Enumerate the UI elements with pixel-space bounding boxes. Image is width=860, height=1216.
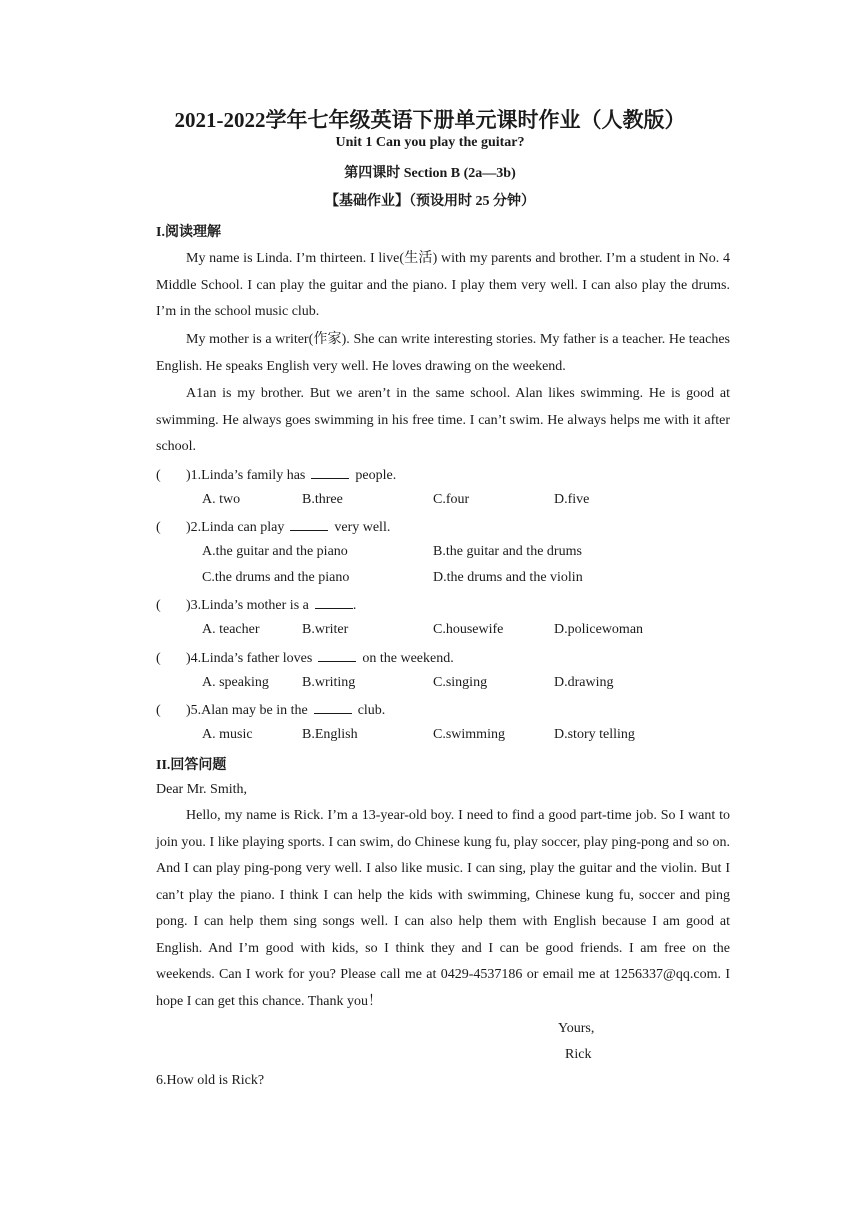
answer-blank[interactable] bbox=[290, 518, 328, 531]
q5-option-b: B.English bbox=[302, 727, 358, 742]
question-text: )2.Linda can play bbox=[186, 520, 285, 535]
letter-greeting: Dear Mr. Smith, bbox=[156, 782, 247, 797]
answer-blank[interactable] bbox=[318, 649, 356, 662]
question-text: )5.Alan may be in the bbox=[186, 703, 308, 718]
question-6: 6.How old is Rick? bbox=[156, 1073, 265, 1088]
q1-option-b: B.three bbox=[302, 492, 343, 507]
question-4: ( )4.Linda’s father loves on the weekend. bbox=[156, 651, 454, 666]
section2-heading: II.回答问题 bbox=[156, 758, 227, 773]
document-title: 2021-2022学年七年级英语下册单元课时作业（人教版） bbox=[174, 108, 686, 132]
q2-option-b: B.the guitar and the drums bbox=[433, 544, 582, 559]
q4-option-d: D.drawing bbox=[554, 675, 614, 690]
q5-option-c: C.swimming bbox=[433, 727, 505, 742]
answer-blank[interactable] bbox=[315, 596, 353, 609]
reading-paragraph-1: My name is Linda. I’m thirteen. I live(生活) with my parents and brother. I’m a student in No. 4 Middle School. I can play the guitar and the piano. I play them very well. I can also play the drums. I’m in the school music club. bbox=[156, 251, 730, 319]
q1-option-c: C.four bbox=[433, 492, 470, 507]
q4-option-c: C.singing bbox=[433, 675, 488, 690]
question-3: ( )3.Linda’s mother is a . bbox=[156, 598, 357, 613]
question-text: )4.Linda’s father loves bbox=[186, 651, 313, 666]
q3-option-d: D.policewoman bbox=[554, 622, 644, 637]
q3-option-c: C.housewife bbox=[433, 622, 504, 637]
q2-option-a: A.the guitar and the piano bbox=[202, 544, 348, 559]
answer-blank[interactable] bbox=[311, 466, 349, 479]
lesson-title: 第四课时 Section B (2a—3b) bbox=[344, 166, 516, 181]
question-text: )3.Linda’s mother is a bbox=[186, 598, 309, 613]
question-1: ( )1.Linda’s family has people. bbox=[156, 468, 397, 483]
reading-paragraph-2: My mother is a writer(作家). She can write interesting stories. My father is a teacher. He teaches English. He speaks English very well. He loves drawing on the weekend. bbox=[156, 332, 730, 374]
q3-option-b: B.writer bbox=[302, 622, 349, 637]
q2-option-c: C.the drums and the piano bbox=[202, 570, 350, 585]
question-5: ( )5.Alan may be in the club. bbox=[156, 703, 386, 718]
q1-option-d: D.five bbox=[554, 492, 590, 507]
letter-body: Hello, my name is Rick. I’m a 13-year-old boy. I need to find a good part-time job. So I want to join you. I like playing sports. I can swim, do Chinese kung fu, play soccer, play ping-pong and so on. And I can play ping-pong very well. I also like music. I can sing, play the guitar and the violin. But I can’t play the piano. I think I can help the kids with swimming, Chinese kung fu, soccer and ping pong. I can help them sing songs well. I can also help them with English because I am good at English. And I’m good with kids, so I think they and I can be good friends. I am free on the weekends. Can I work for you? Please call me at 0429-4537186 or email me at 1256337@qq.com. I hope I can get this chance. Thank you！ bbox=[156, 808, 730, 1009]
letter-closing: Yours, bbox=[558, 1021, 595, 1036]
q4-option-a: A. speaking bbox=[202, 675, 269, 690]
question-2: ( )2.Linda can play very well. bbox=[156, 520, 391, 535]
answer-blank[interactable] bbox=[314, 701, 352, 714]
q1-option-a: A. two bbox=[202, 492, 241, 507]
q5-option-d: D.story telling bbox=[554, 727, 635, 742]
q4-option-b: B.writing bbox=[302, 675, 356, 690]
reading-paragraph-3: A1an is my brother. But we aren’t in the same school. Alan likes swimming. He is good at swimming. He always goes swimming in his free time. I can’t swim. He always helps me with it after school. bbox=[156, 386, 730, 454]
unit-title: Unit 1 Can you play the guitar? bbox=[335, 135, 525, 150]
assignment-subtitle: 【基础作业】（预设用时 25 分钟） bbox=[325, 194, 535, 209]
q3-option-a: A. teacher bbox=[202, 622, 260, 637]
letter-signature: Rick bbox=[565, 1047, 592, 1062]
q5-option-a: A. music bbox=[202, 727, 253, 742]
section1-heading: I.阅读理解 bbox=[156, 225, 221, 240]
question-text: )1.Linda’s family has bbox=[186, 468, 306, 483]
q2-option-d: D.the drums and the violin bbox=[433, 570, 583, 585]
